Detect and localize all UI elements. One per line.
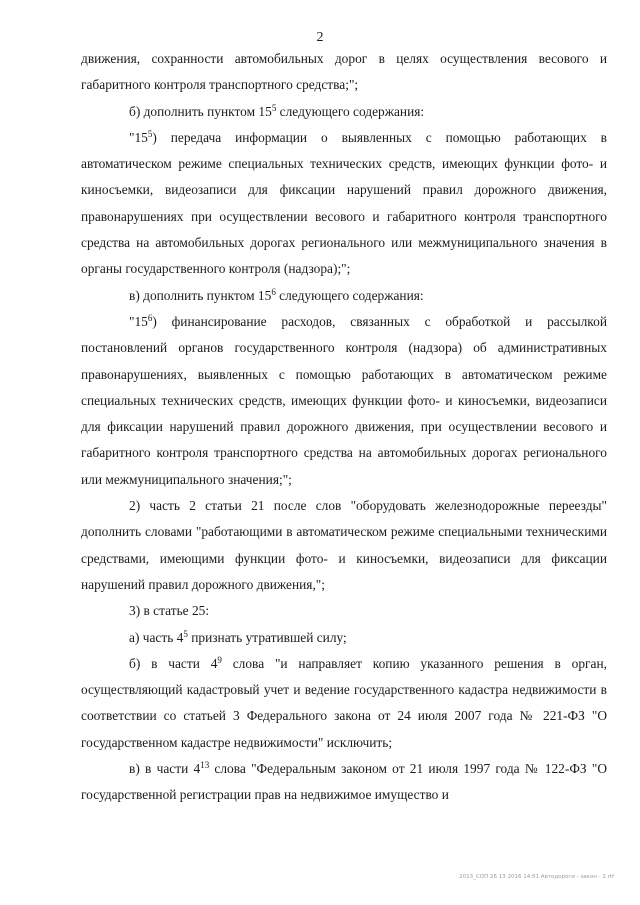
page-number: 2: [316, 30, 324, 45]
superscript: 5: [271, 102, 277, 113]
superscript: 5: [147, 128, 153, 139]
paragraph-2-text-b: следующего содержания:: [276, 103, 425, 119]
paragraph-5: [81, 309, 607, 493]
superscript: 9: [217, 654, 222, 665]
paragraph-2: [81, 99, 607, 125]
superscript: 5: [183, 628, 188, 639]
paragraph-5-text-a: "15: [129, 313, 148, 329]
paragraph-3-text-b: ) передача информации о выявленных с помощью работающих в автоматическом режиме специальных технических средств, имеющих функции фото- и киносъемки, видеозаписи для фиксации нарушений правил дорожного движения, правонарушениях при осуществлении весового и габаритного контроля транспортного средства на автомобильных дорогах регионального или межмуниципального значения в органы государственного контроля (надзора);";: [81, 129, 607, 277]
paragraph-6: 2) часть 2 статьи 21 после слов "оборудовать железнодорожные переезды" дополнить словами "работающими в автоматическом режиме специальными техническими средствами, имеющими функции фото- и киносъемки, видеозаписи для фиксации нарушений правил дорожного движения,";: [81, 498, 607, 592]
superscript: 6: [271, 286, 276, 297]
superscript: 13: [200, 760, 210, 771]
superscript: 6: [147, 312, 153, 323]
paragraph-9-text-a: б) в части 4: [129, 655, 218, 671]
paragraph-3-text-a: "15: [129, 129, 148, 145]
file-footer-mark: 2013_СОП 26 13 2016 14:51 Автодороги - закон - 2.rtf: [459, 874, 614, 880]
paragraph-10-text-a: в) в части 4: [129, 761, 201, 777]
paragraph-4-text-b: следующего содержания:: [275, 287, 424, 303]
paragraph-2-text-a: б) дополнить пунктом 15: [129, 103, 272, 119]
paragraph-8-text-b: признать утратившей силу;: [187, 629, 347, 645]
paragraph-9: [81, 651, 607, 756]
paragraph-8: [81, 625, 607, 651]
paragraph-5-text-b: ) финансирование расходов, связанных с обработкой и рассылкой постановлений органов государственного контроля (надзора) об административных правонарушениях, выявленных с помощью работающих в автоматическом режиме специальных технических средств, имеющих функции фото- и киносъемки, видеозаписи для фиксации нарушений правил дорожного движения, при осуществлении весового и габаритного контроля транспортного средства на автомобильных дорогах регионального или межмуниципального значения;";: [81, 313, 607, 487]
paragraph-4-text-a: в) дополнить пунктом 15: [129, 287, 272, 303]
paragraph-7: 3) в статье 25:: [129, 603, 210, 619]
paragraph-9-text-b: слова "и направляет копию указанного решения в орган, осуществляющий кадастровый учет и ведение государственного кадастра недвижимости в соответствии со статьей 3 Федерального закона от 24 июля 2007 года № 221-ФЗ "О государственном кадастре недвижимости" исключить;: [81, 655, 607, 750]
paragraph-3: [81, 125, 607, 283]
document-body: [81, 46, 607, 809]
paragraph-10-text-b: слова "Федеральным законом от 21 июля 1997 года № 122-ФЗ "О государственной регистрации прав на недвижимое имущество и: [81, 761, 607, 803]
paragraph-4: [81, 283, 607, 309]
paragraph-8-text-a: а) часть 4: [129, 629, 184, 645]
paragraph-10: [81, 756, 607, 809]
paragraph-1: движения, сохранности автомобильных дорог в целях осуществления весового и габаритного контроля транспортного средства;";: [81, 51, 607, 93]
